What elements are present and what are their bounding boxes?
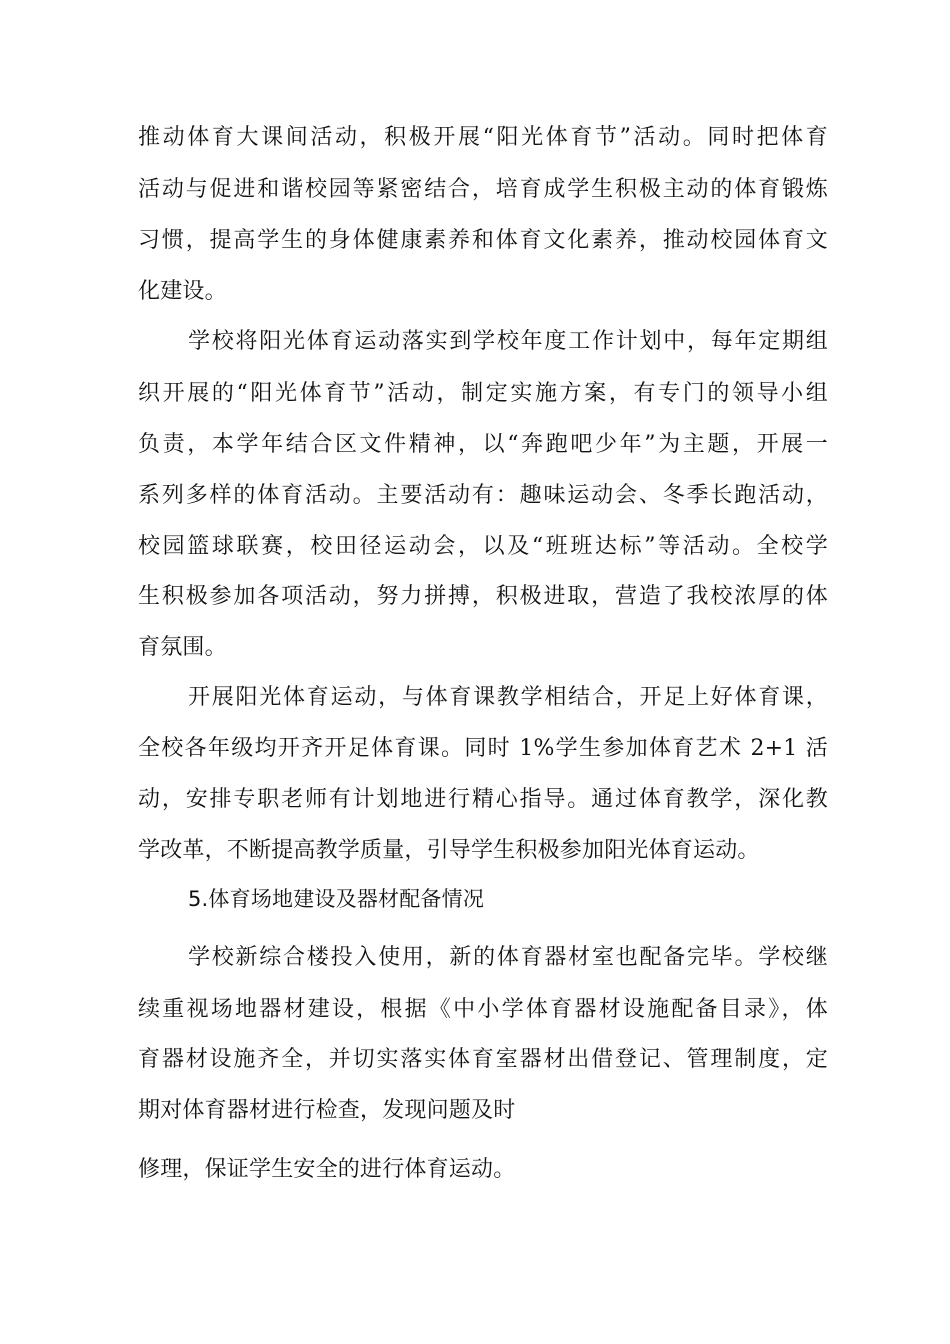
paragraph-line: 学校将阳光体育运动落实到学校年度工作计划中，每年定期组 xyxy=(188,329,828,354)
paragraph-line: 活动与促进和谐校园等紧密结合，培育成学生积极主动的体育锻炼 xyxy=(138,177,828,202)
paragraph-line: 生积极参加各项活动，努力拼搏，积极进取，营造了我校浓厚的体 xyxy=(138,584,828,609)
paragraph-line: 系列多样的体育活动。主要活动有：趣味运动会、冬季长跑活动， xyxy=(138,483,828,508)
section-heading: 5.体育场地建设及器材配备情况 xyxy=(188,887,485,911)
paragraph-line: 育器材设施齐全，并切实落实体育室器材出借登记、管理制度，定 xyxy=(138,1047,828,1072)
paragraph-line: 负责，本学年结合区文件精神，以“奔跑吧少年”为主题，开展一 xyxy=(138,432,828,457)
paragraph-line: 校园篮球联赛，校田径运动会，以及“班班达标”等活动。全校学 xyxy=(138,534,828,559)
paragraph-line: 全校各年级均开齐开足体育课。同时 1%学生参加体育艺术 2+1 活 xyxy=(138,736,828,761)
paragraph-line: 习惯，提高学生的身体健康素养和体育文化素养，推动校园体育文 xyxy=(138,228,828,253)
paragraph-line: 学校新综合楼投入使用，新的体育器材室也配备完毕。学校继 xyxy=(188,945,828,970)
paragraph-line: 开展阳光体育运动，与体育课教学相结合，开足上好体育课， xyxy=(188,685,828,710)
paragraph-line: 化建设。 xyxy=(138,279,227,304)
paragraph-line: 学改革，不断提高教学质量，引导学生积极参加阳光体育运动。 xyxy=(138,838,760,863)
paragraph-line: 续重视场地器材建设，根据《中小学体育器材设施配备目录》，体 xyxy=(138,997,828,1022)
paragraph-line: 动，安排专职老师有计划地进行精心指导。通过体育教学，深化教 xyxy=(138,787,828,812)
paragraph-line: 推动体育大课间活动，积极开展“阳光体育节”活动。同时把体育 xyxy=(138,125,828,150)
paragraph-line: 修理，保证学生安全的进行体育运动。 xyxy=(138,1157,516,1182)
paragraph-line: 期对体育器材进行检查，发现问题及时 xyxy=(138,1098,516,1123)
paragraph-line: 织开展的“阳光体育节”活动，制定实施方案，有专门的领导小组 xyxy=(138,381,828,406)
paragraph-line: 育氛围。 xyxy=(138,635,227,660)
